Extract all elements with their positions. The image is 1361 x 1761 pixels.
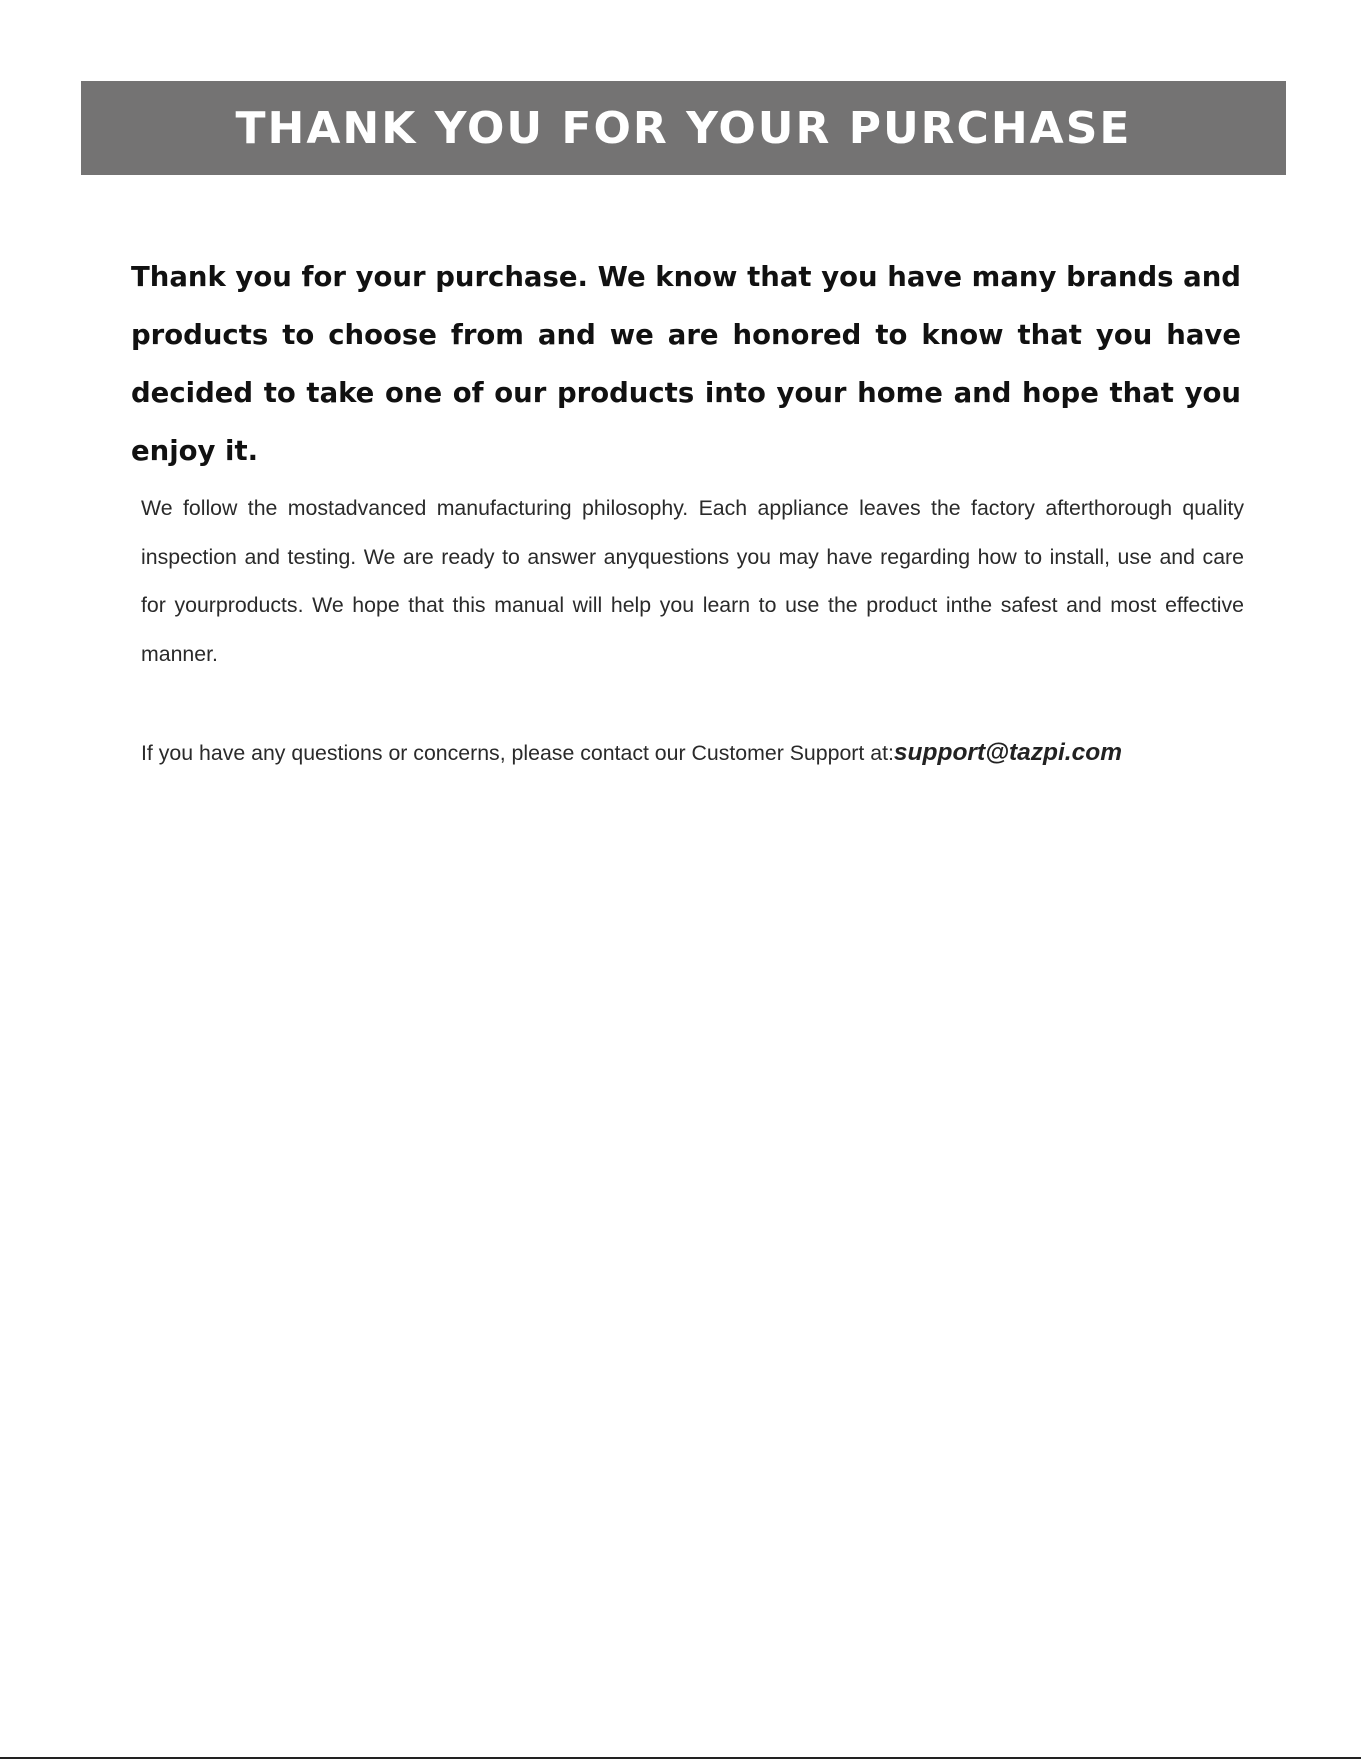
body-paragraph: We follow the mostadvanced manufacturing philosophy. Each appliance leaves the factory afterthorough quality inspection and testing. We are ready to answer anyquestions you may have regarding how to install, use and care for yourproducts. We hope that this manual will help you learn to use the product inthe safest and most effective manner. (141, 496, 1244, 666)
contact-prefix: If you have any questions or concerns, please contact our Customer Support at: (141, 741, 894, 765)
intro-paragraph: Thank you for your purchase. We know that you have many brands and products to choose from and we are honored to know that you have decided to take one of our products into your home and hope that you enjoy it. (131, 261, 1241, 467)
contact-line (141, 733, 1281, 773)
page-title: THANK YOU FOR YOUR PURCHASE (235, 102, 1132, 154)
header-banner (81, 81, 1286, 175)
bottom-divider (0, 1757, 1361, 1759)
support-email-link[interactable]: support@tazpi.com (893, 739, 1122, 766)
